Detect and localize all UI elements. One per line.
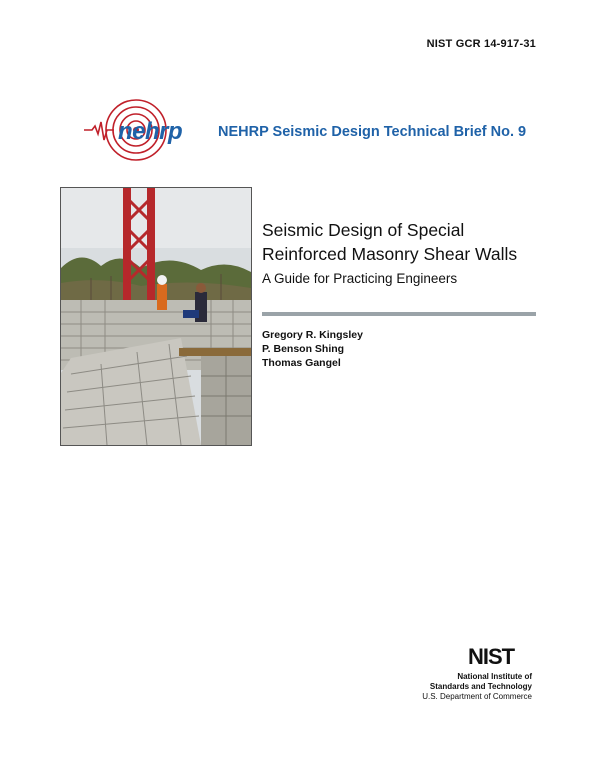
author-name: P. Benson Shing (262, 343, 345, 355)
document-subtitle: A Guide for Practicing Engineers (262, 271, 458, 286)
nist-publisher-text (422, 672, 532, 702)
construction-photo (60, 187, 252, 446)
document-title (262, 218, 562, 266)
author-list (262, 328, 363, 370)
author-name: Thomas Gangel (262, 357, 341, 369)
publisher-line: U.S. Department of Commerce (422, 692, 532, 701)
nehrp-logo-text: nehrp (118, 118, 183, 145)
divider (262, 312, 536, 316)
nist-logo: NIST (468, 644, 515, 669)
title-line-2: Reinforced Masonry Shear Walls (262, 244, 518, 264)
series-title: NEHRP Seismic Design Technical Brief No. 9 (218, 124, 527, 140)
title-line-1: Seismic Design of Special (262, 220, 465, 240)
report-number: NIST GCR 14-917-31 (426, 38, 536, 50)
publisher-line: National Institute of (457, 672, 532, 681)
author-name: Gregory R. Kingsley (262, 329, 363, 341)
publisher-line: Standards and Technology (429, 682, 532, 691)
